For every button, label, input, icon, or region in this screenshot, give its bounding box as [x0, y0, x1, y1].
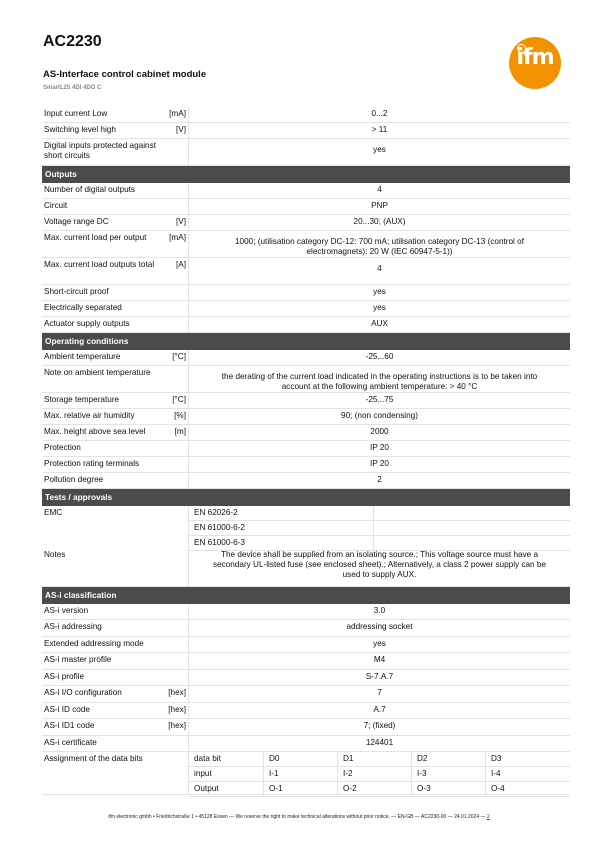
spec-value: addressing socket: [188, 620, 570, 636]
databits-table: [188, 752, 570, 794]
spec-label: Max. current load outputs total: [44, 260, 155, 269]
databits-unit: [168, 752, 188, 794]
product-variant: SmartL25 4DI 4DO C: [43, 85, 102, 91]
spec-label: Actuator supply outputs: [44, 319, 130, 328]
spec-row: [42, 285, 570, 301]
page-footer: [0, 814, 598, 820]
spec-value: 20...30; (AUX): [188, 215, 570, 230]
spec-unit: [168, 736, 188, 751]
spec-unit: [168, 670, 188, 685]
spec-label: Short-circuit proof: [44, 287, 109, 296]
section-header: Tests / approvals: [42, 489, 570, 506]
spec-label: AS-i ID1 code: [44, 721, 95, 730]
emc-row: [42, 506, 570, 548]
spec-label: AS-i I/O configuration: [44, 688, 122, 697]
spec-unit: [V]: [175, 217, 186, 226]
spec-row: [42, 123, 570, 139]
spec-label: Max. relative air humidity: [44, 411, 135, 420]
databits-cell: D3: [485, 752, 559, 766]
emc-standard: EN 61000-6-2: [194, 523, 245, 532]
spec-unit: [168, 317, 188, 332]
ifm-logo: [509, 37, 561, 89]
spec-value: 7: [188, 686, 570, 702]
databits-cell: D2: [411, 752, 485, 766]
spec-label: Max. height above sea level: [44, 427, 146, 436]
spec-value: 2: [188, 473, 570, 488]
databits-cell: D1: [337, 752, 411, 766]
databits-cell: Output: [194, 784, 219, 793]
spec-value: yes: [188, 285, 570, 300]
spec-unit: [168, 604, 188, 619]
spec-row: [42, 425, 570, 441]
notes-value: The device shall be supplied from an isolating source.; This voltage source must have a secondary UL-listed fuse (see enclosed sheet).; Alternatively, a class 2 power supply can be used to supply AUX.: [188, 548, 570, 586]
spec-value: IP 20: [188, 441, 570, 456]
spec-label: Pollution degree: [44, 475, 104, 484]
spec-row: [42, 473, 570, 489]
spec-row: [42, 350, 570, 366]
section-header: AS-i classification: [42, 587, 570, 604]
spec-label: Storage temperature: [44, 395, 120, 404]
emc-standard-row: [189, 521, 570, 536]
spec-label: AS-i addressing: [44, 622, 102, 631]
spec-row: [42, 703, 570, 719]
emc-standard: EN 62026-2: [194, 508, 238, 517]
emc-standard-row: [189, 506, 570, 521]
spec-unit: [168, 301, 188, 316]
spec-row: [42, 231, 570, 258]
spec-value: IP 20: [188, 457, 570, 472]
spec-unit: [168, 183, 188, 198]
spec-unit: [°C]: [172, 395, 186, 404]
databits-cell: data bit: [194, 754, 221, 763]
spec-table: [42, 107, 570, 795]
emc-unit: [168, 506, 188, 548]
emc-values: [188, 506, 570, 548]
databits-table-row: [189, 782, 570, 797]
spec-row: [42, 409, 570, 425]
spec-unit: [m]: [174, 427, 186, 436]
spec-unit: [°C]: [172, 352, 186, 361]
logo-text: ifm: [516, 45, 554, 70]
spec-row: [42, 441, 570, 457]
spec-unit: [168, 139, 188, 165]
databits-cell: I-2: [337, 767, 411, 781]
spec-label: Electrically separated: [44, 303, 122, 312]
spec-label: Protection: [44, 443, 81, 452]
spec-unit: [168, 441, 188, 456]
spec-value: 4: [188, 183, 570, 198]
spec-row: [42, 719, 570, 736]
spec-value: > 11: [188, 123, 570, 138]
spec-unit: [168, 620, 188, 636]
page-number[interactable]: 2: [486, 814, 490, 820]
spec-value: 7; (fixed): [188, 719, 570, 735]
databits-cell: I-4: [485, 767, 559, 781]
spec-value: M4: [188, 653, 570, 669]
spec-label: Extended addressing mode: [44, 639, 144, 648]
databits-cell: O-3: [411, 782, 485, 796]
spec-label: AS-i version: [44, 606, 89, 615]
spec-value: 0...2: [188, 107, 570, 122]
spec-value: the derating of the current load indicated in the operating instructions is to be taken into account at the following ambient temperature: > 40 °C: [188, 366, 570, 392]
spec-row: [42, 637, 570, 653]
spec-row: [42, 653, 570, 670]
spec-label: AS-i master profile: [44, 655, 112, 664]
spec-value: -25...60: [188, 350, 570, 365]
spec-label: AS-i ID code: [44, 705, 90, 714]
section-header: Operating conditions: [42, 333, 570, 350]
spec-row: [42, 139, 570, 166]
product-subtitle: AS-Interface control cabinet module: [43, 69, 207, 80]
spec-label: AS-i profile: [44, 672, 85, 681]
spec-row: [42, 366, 570, 393]
spec-unit: [mA]: [169, 109, 186, 118]
spec-value: AUX: [188, 317, 570, 332]
notes-label: Notes: [44, 550, 66, 559]
databits-cell: I-3: [411, 767, 485, 781]
spec-value: 2000: [188, 425, 570, 440]
spec-label: Digital inputs protected against short circuits: [44, 141, 156, 160]
spec-row: [42, 301, 570, 317]
spec-unit: [hex]: [168, 721, 186, 730]
spec-label: Circuit: [44, 201, 68, 210]
spec-unit: [168, 199, 188, 214]
spec-row: [42, 393, 570, 409]
databits-cell: input: [194, 769, 212, 778]
spec-unit: [168, 285, 188, 300]
spec-row: [42, 317, 570, 333]
spec-row: [42, 457, 570, 473]
spec-value: yes: [188, 637, 570, 652]
spec-value: S-7.A.7: [188, 670, 570, 685]
emc-blank-cell: [373, 521, 570, 535]
spec-value: 90; (non condensing): [188, 409, 570, 424]
databits-table-row: [189, 767, 570, 782]
databits-cell: D0: [263, 752, 337, 766]
databits-row: [42, 752, 570, 795]
spec-unit: [168, 457, 188, 472]
spec-value: yes: [188, 301, 570, 316]
spec-row: [42, 604, 570, 620]
databits-cell: O-4: [485, 782, 559, 796]
spec-row: [42, 736, 570, 752]
emc-label: EMC: [44, 508, 63, 517]
spec-unit: [hex]: [168, 705, 186, 714]
spec-row: [42, 686, 570, 703]
spec-row: [42, 183, 570, 199]
spec-unit: [168, 637, 188, 652]
spec-label: Protection rating terminals: [44, 459, 140, 468]
spec-label: Note on ambient temperature: [44, 368, 151, 377]
spec-unit: [%]: [174, 411, 186, 420]
footer-text: ifm electronic gmbh • Friedrichstraße 1 • 45128 Essen — We reserve the right to make technical alterations without prior notice. — EN-GB — AC2230-00 — 24.01.2024 —: [108, 814, 486, 820]
section-header: Outputs: [42, 166, 570, 183]
spec-value: -25...75: [188, 393, 570, 408]
spec-value: 124401: [188, 736, 570, 751]
spec-label: Ambient temperature: [44, 352, 121, 361]
spec-row: [42, 620, 570, 637]
spec-unit: [hex]: [168, 688, 186, 697]
spec-row: [42, 258, 570, 285]
spec-row: [42, 107, 570, 123]
spec-label: Number of digital outputs: [44, 185, 136, 194]
notes-row: [42, 548, 570, 587]
spec-unit: [A]: [175, 260, 186, 269]
spec-value: 3.0: [188, 604, 570, 619]
spec-value: 1000; (utilisation category DC-12: 700 mA; utilisation category DC-13 (control of electromagnets): 20 W (IEC 60947-5-1)): [188, 231, 570, 257]
emc-standard: EN 61000-6-3: [194, 538, 245, 547]
spec-label: Switching level high: [44, 125, 116, 134]
spec-value: 4: [188, 258, 570, 284]
databits-cell: O-2: [337, 782, 411, 796]
spec-row: [42, 199, 570, 215]
spec-row: [42, 215, 570, 231]
spec-unit: [mA]: [169, 233, 186, 242]
databits-cell: O-1: [263, 782, 337, 796]
spec-value: yes: [188, 139, 570, 165]
spec-label: Max. current load per output: [44, 233, 147, 242]
spec-label: Voltage range DC: [44, 217, 109, 226]
databits-cell: I-1: [263, 767, 337, 781]
spec-label: AS-i certificate: [44, 738, 97, 747]
spec-value: A.7: [188, 703, 570, 718]
notes-unit: [168, 548, 188, 586]
databits-label: Assignment of the data bits: [44, 754, 143, 763]
spec-unit: [168, 366, 188, 392]
spec-unit: [168, 473, 188, 488]
product-title: AC2230: [43, 33, 102, 50]
spec-label: Input current Low: [44, 109, 108, 118]
emc-blank-cell: [373, 506, 570, 520]
databits-table-row: [189, 752, 570, 767]
spec-row: [42, 670, 570, 686]
spec-unit: [V]: [175, 125, 186, 134]
spec-value: PNP: [188, 199, 570, 214]
spec-unit: [168, 653, 188, 669]
